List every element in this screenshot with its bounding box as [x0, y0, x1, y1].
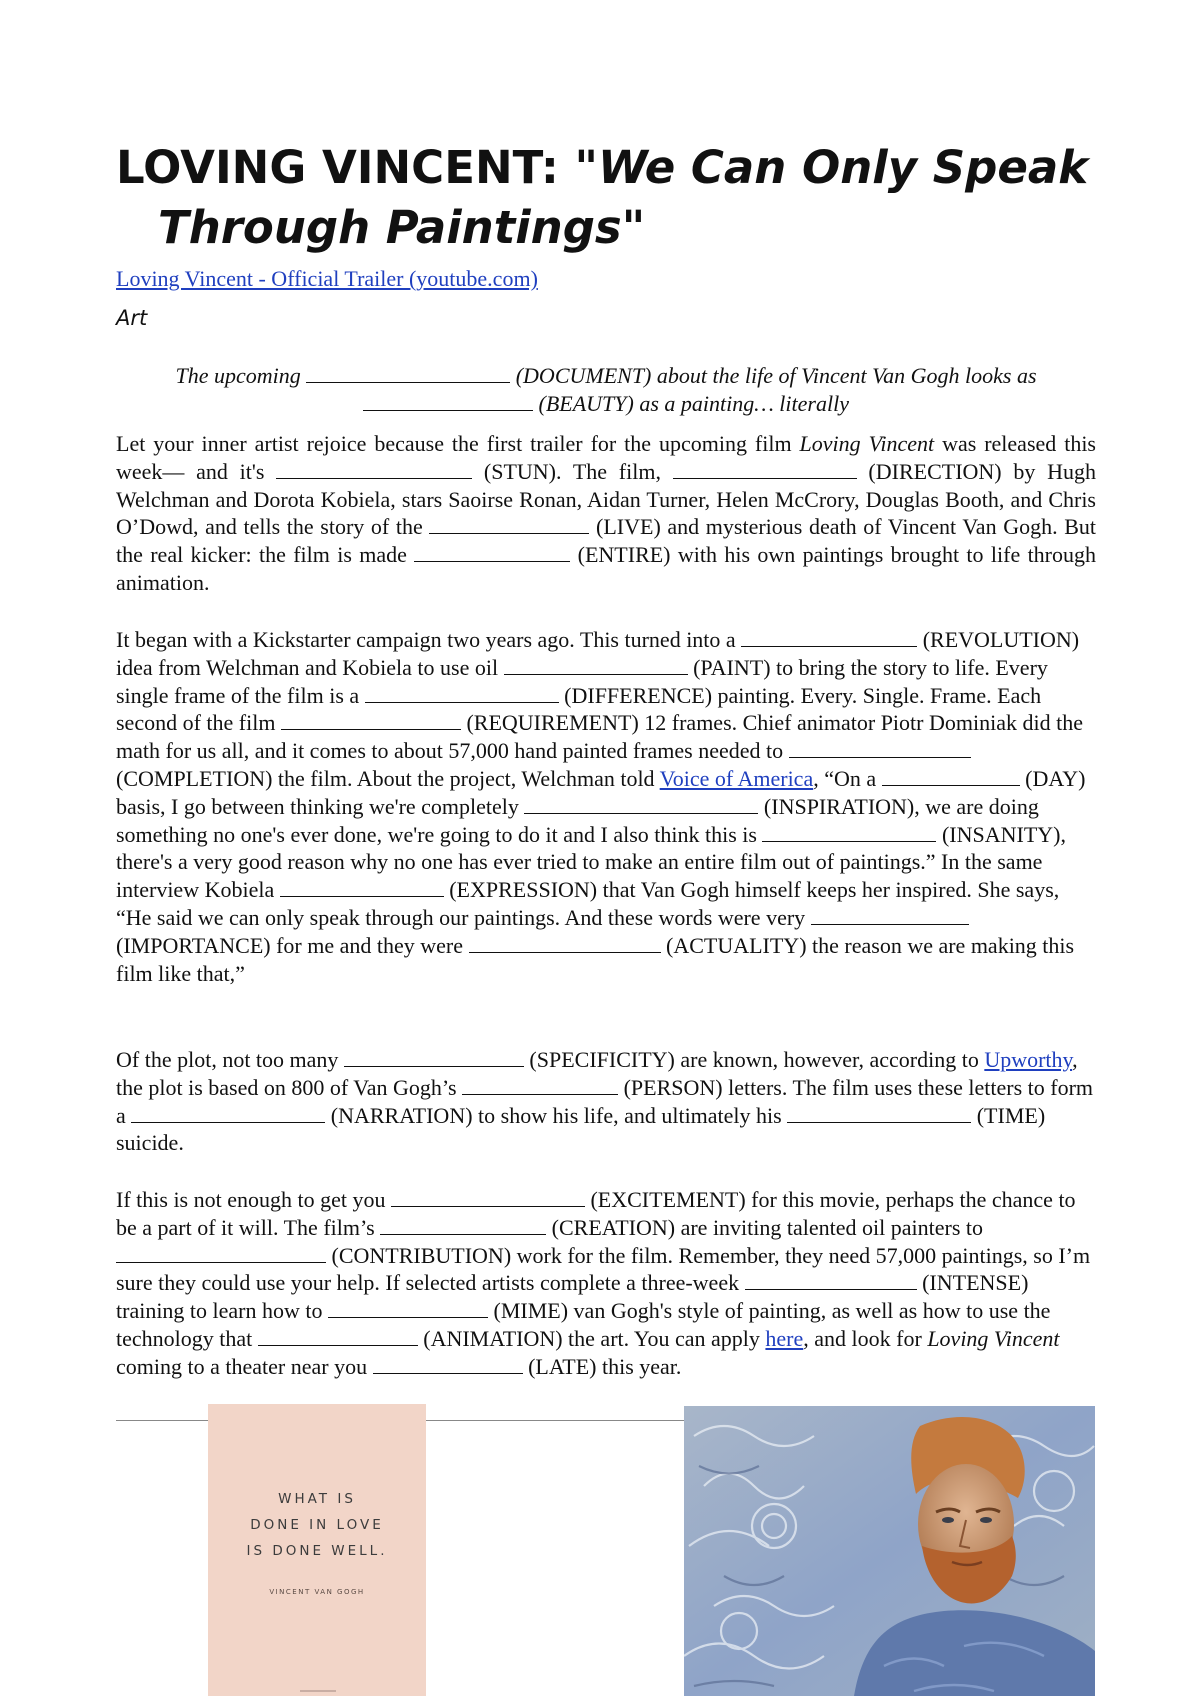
article-title	[116, 138, 1158, 258]
answer-blank[interactable]	[363, 390, 533, 411]
quote-line: WHAT IS	[278, 1491, 356, 1507]
answer-blank[interactable]	[373, 1353, 523, 1374]
paragraph-text: (REQUIREMENT) 12 frames. Chief animator Piotr Dominiak did the math for us all, and it comes to about 57,000 hand painted frames needed to	[116, 710, 1083, 764]
paragraph-2	[116, 626, 1096, 987]
paragraph-text: , and look for	[803, 1325, 928, 1351]
paragraph-text: (ACTUALITY) the reason we are making this film like that,”	[116, 932, 1075, 986]
answer-blank[interactable]	[414, 541, 570, 562]
quote-line: IS DONE WELL.	[246, 1543, 388, 1559]
upworthy-link[interactable]: Upworthy	[984, 1047, 1073, 1072]
article-subtitle	[116, 362, 1096, 418]
paragraph-text: (REVOLUTION) idea from Welchman and Kobiela to use oil	[116, 627, 1080, 680]
film-title: Loving Vincent	[927, 1325, 1060, 1351]
paragraph-text: (CONTRIBUTION) work for the film. Remember, they need 57,000 paintings, so I’m sure they could use your help. If selected artists complete a three-week	[116, 1242, 1091, 1296]
voice-of-america-link[interactable]: Voice of America	[659, 765, 814, 791]
answer-blank[interactable]	[882, 765, 1020, 786]
paragraph-text: (INSPIRATION), we are doing something no one's ever done, we're going to do it and I also think this is	[116, 793, 1039, 847]
paragraph-text: (DAY) basis, I go between thinking we're completely	[116, 765, 1086, 819]
van-gogh-portrait-image	[684, 1406, 1095, 1696]
paragraph-text: (COMPLETION) the film. About the project, Welchman told	[116, 765, 660, 791]
paragraph-text: (DIRECTION) by Hugh Welchman and Dorota Kobiela, stars Saoirse Ronan, Aidan Turner, Helen McCrory, Douglas Booth, and Chris O’Dowd, and tells the story of the	[116, 458, 1096, 540]
paragraph-text: , the plot is based on 800 of Van Gogh’s	[116, 1047, 1078, 1100]
paragraph-text: (IMPORTANCE) for me and they were	[116, 932, 469, 958]
title-suffix: "	[621, 201, 646, 254]
answer-blank[interactable]	[380, 1214, 546, 1235]
paragraph-text: (CREATION) are inviting talented oil painters to	[546, 1214, 983, 1240]
paragraph-text: (EXPRESSION) that Van Gogh himself keeps her inspired. She says, “He said we can only speak through our paintings. And these words were very	[116, 877, 1060, 930]
quote-line: DONE IN LOVE	[250, 1517, 384, 1533]
subtitle-text: (DOCUMENT) about the life of Vincent Van Gogh looks as	[510, 363, 1037, 388]
answer-blank[interactable]	[673, 458, 857, 479]
answer-blank[interactable]	[741, 626, 917, 647]
paragraph-text: (LIVE) and mysterious death of Vincent Van Gogh. But the real kicker: the film is made	[116, 514, 1096, 568]
paragraph-text: (TIME) suicide.	[116, 1102, 1046, 1156]
answer-blank[interactable]	[344, 1046, 524, 1067]
paragraph-text: (EXCITEMENT) for this movie, perhaps the chance to be a part of it will. The film’s	[116, 1187, 1076, 1240]
answer-blank[interactable]	[258, 1325, 418, 1346]
paragraph-text: was released this week— and it's	[116, 431, 1096, 484]
answer-blank[interactable]	[762, 821, 936, 842]
paragraph-text: (PERSON) letters. The film uses these letters to form a	[116, 1074, 1094, 1128]
quote-card-image	[208, 1404, 426, 1696]
paragraph-text: coming to a theater near you	[116, 1353, 373, 1379]
film-title: Loving Vincent	[799, 431, 935, 456]
paragraph-text: (NARRATION) to show his life, and ultimately his	[325, 1102, 788, 1128]
answer-blank[interactable]	[787, 1102, 971, 1123]
quote-author: VINCENT VAN GOGH	[269, 1588, 365, 1596]
answer-blank[interactable]	[276, 458, 472, 479]
title-prefix: LOVING VINCENT: "	[116, 141, 598, 194]
answer-blank[interactable]	[504, 654, 688, 675]
answer-blank[interactable]	[280, 876, 444, 897]
paragraph-text: It began with a Kickstarter campaign two years ago. This turned into a	[116, 627, 742, 652]
answer-blank[interactable]	[328, 1297, 488, 1318]
answer-blank[interactable]	[281, 709, 461, 730]
paragraph-text: (PAINT) to bring the story to life. Every single frame of the film is a	[116, 654, 1048, 708]
paragraph-text: Of the plot, not too many	[116, 1047, 344, 1072]
section-label: Art	[116, 306, 148, 330]
answer-blank[interactable]	[789, 737, 971, 758]
title-quote: We Can Only Speak Through Paintings	[158, 141, 1089, 254]
paragraph-text: (INTENSE) training to learn how to	[116, 1270, 1029, 1324]
answer-blank[interactable]	[745, 1269, 917, 1290]
paragraph-text: , “On a	[813, 765, 882, 791]
paragraph-4	[116, 1186, 1096, 1381]
answer-blank[interactable]	[469, 932, 661, 953]
paragraph-text: (SPECIFICITY) are known, however, according to	[523, 1047, 985, 1072]
answer-blank[interactable]	[429, 513, 589, 534]
paragraph-3	[116, 1046, 1096, 1157]
paragraph-text: (DIFFERENCE) painting. Every. Single. Frame. Each second of the film	[116, 682, 1042, 736]
subtitle-text: (BEAUTY) as a painting… literally	[533, 391, 849, 416]
paragraph-text: (MIME) van Gogh's style of painting, as well as how to use the technology that	[116, 1298, 1051, 1351]
card-footer-mark	[300, 1690, 336, 1692]
answer-blank[interactable]	[306, 362, 510, 383]
paragraph-text: (INSANITY), there's a very good reason why no one has ever tried to make an entire film out of paintings.” In the same interview Kobiela	[116, 821, 1066, 903]
apply-here-link[interactable]: here	[765, 1325, 804, 1351]
paragraph-text: (STUN). The film,	[472, 458, 673, 484]
answer-blank[interactable]	[365, 682, 559, 703]
paragraph-text: (ENTIRE) with his own paintings brought to life through animation.	[116, 542, 1097, 595]
answer-blank[interactable]	[391, 1186, 585, 1207]
paragraph-text: If this is not enough to get you	[116, 1187, 391, 1212]
answer-blank[interactable]	[462, 1074, 618, 1095]
answer-blank[interactable]	[524, 793, 758, 814]
subtitle-text: The upcoming	[175, 363, 307, 388]
paragraph-text: (LATE) this year.	[522, 1353, 682, 1379]
answer-blank[interactable]	[116, 1242, 326, 1263]
paragraph-1	[116, 430, 1096, 597]
answer-blank[interactable]	[811, 904, 969, 925]
answer-blank[interactable]	[131, 1102, 325, 1123]
paragraph-text: Let your inner artist rejoice because the first trailer for the upcoming film	[116, 431, 800, 456]
trailer-link[interactable]: Loving Vincent - Official Trailer (youtube.com)	[116, 266, 538, 291]
paragraph-text: (ANIMATION) the art. You can apply	[417, 1325, 766, 1351]
